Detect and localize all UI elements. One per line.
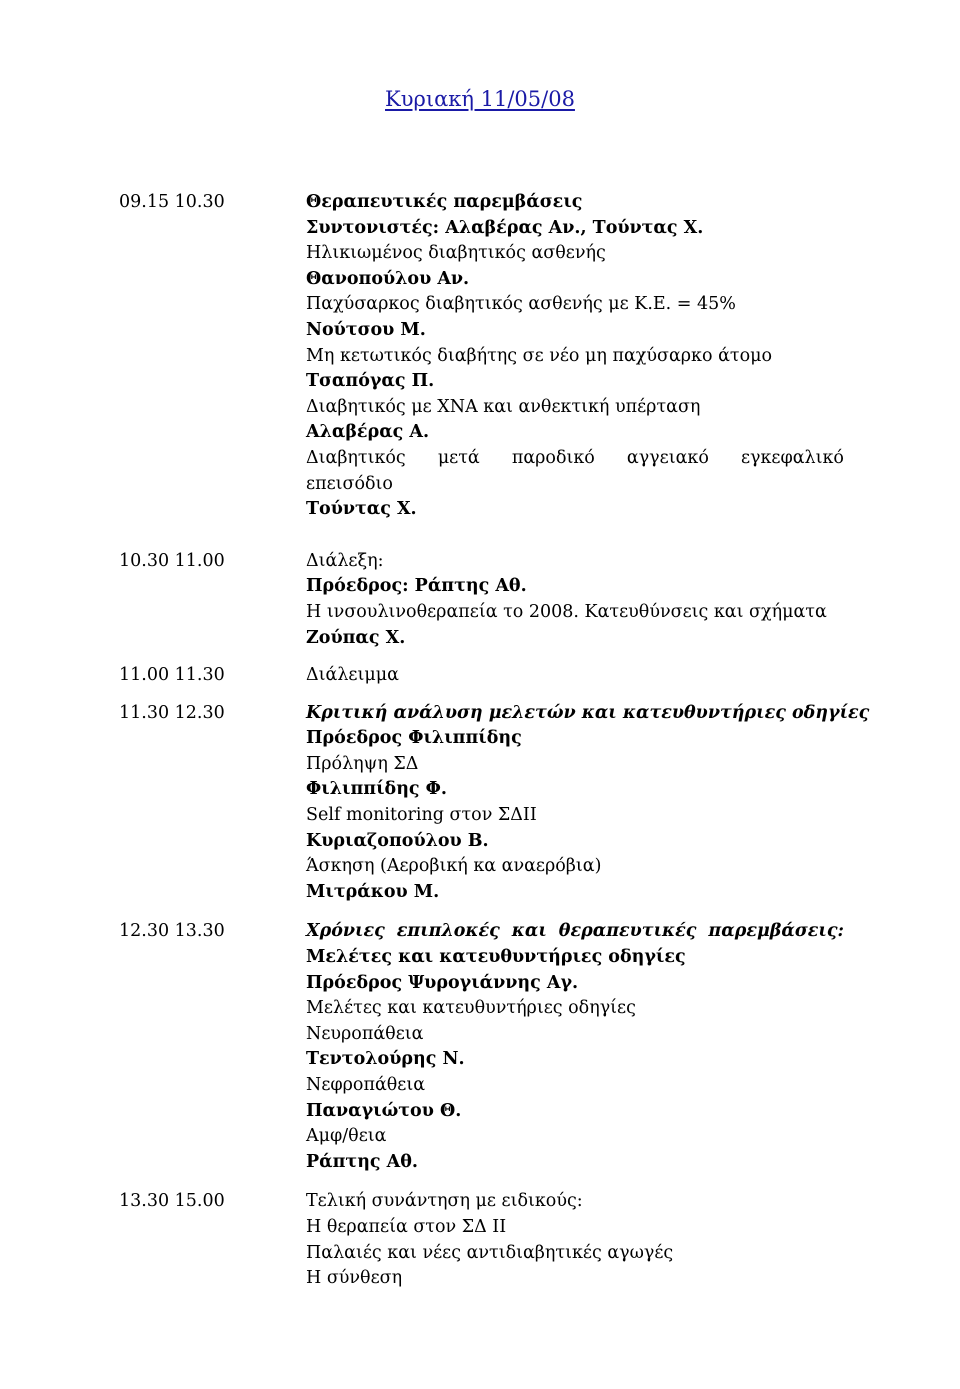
speaker-name: Ζούπας Χ. [306, 627, 406, 648]
session-subtitle: Μελέτες και κατευθυντήριες οδηγίες [306, 947, 686, 968]
page-title: Κυριακή 11/05/08 [385, 87, 575, 111]
talk-title: Διαβητικός με ΧΝΑ και ανθεκτική υπέρταση [306, 396, 701, 417]
speaker-name: Ράπτης Αθ. [306, 1151, 419, 1172]
talk-title-word: Διαβητικός [306, 447, 406, 468]
session-time: 09.15 10.30 [119, 192, 225, 212]
talk-title: Παλαιές και νέες αντιδιαβητικές αγωγές [306, 1242, 674, 1263]
session-final-meeting [0, 1189, 960, 1291]
session-content [306, 1189, 844, 1291]
talk-title: Νεφροπάθεια [306, 1075, 426, 1095]
session-lecture [0, 549, 960, 651]
talk-title-justified [306, 446, 844, 472]
talk-title: Άσκηση (Αεροβική κα αναερόβια) [306, 856, 602, 877]
session-title-word: επιπλοκές [396, 921, 500, 942]
session-content [306, 190, 844, 523]
schedule [0, 190, 960, 1292]
session-content [306, 919, 844, 1175]
session-chair: Πρόεδρος: Ράπτης Αθ. [306, 576, 527, 597]
session-title-word: Χρόνιες [306, 921, 385, 942]
session-title: Διάλειμμα [306, 665, 399, 686]
talk-title: Αμφ/θεια [306, 1126, 387, 1147]
session-chair: Πρόεδρος Ψυρογιάννης Αγ. [306, 972, 579, 993]
session-title-word: παρεμβάσεις: [708, 921, 844, 942]
session-break [0, 663, 960, 689]
session-time: 12.30 13.30 [119, 921, 225, 942]
session-critical-analysis [0, 701, 960, 906]
speaker-name: Αλαβέρας Α. [306, 422, 430, 443]
talk-title: Πρόληψη ΣΔ [306, 753, 419, 774]
session-title-word: και [511, 921, 547, 942]
speaker-name: Νούτσου Μ. [306, 319, 426, 340]
speaker-name: Θανοπούλου Αν. [306, 268, 470, 289]
session-title: Κριτική ανάλυση μελετών και κατευθυντήριες οδηγίες [306, 702, 870, 723]
session-content [306, 663, 844, 689]
speaker-name: Παναγιώτου Θ. [306, 1100, 462, 1121]
talk-title: Παχύσαρκος διαβητικός ασθενής με Κ.Ε. = 45% [306, 294, 736, 315]
talk-title-word: παροδικό [511, 447, 595, 468]
session-therapeutic-interventions [0, 190, 960, 523]
session-time: 13.30 15.00 [119, 1191, 225, 1212]
session-title-justified [306, 919, 844, 945]
speaker-name: Κυριαζοπούλου Β. [306, 830, 489, 851]
talk-title-word: μετά [437, 447, 480, 468]
speaker-name: Τεντολούρης Ν. [306, 1049, 465, 1070]
session-title: Τελική συνάντηση με ειδικούς: [306, 1191, 583, 1212]
speaker-name: Τούντας Χ. [306, 499, 417, 520]
talk-title: Μη κετωτικός διαβήτης σε νέο μη παχύσαρκο άτομο [306, 345, 773, 366]
talk-title: Νευροπάθεια [306, 1023, 424, 1044]
session-time: 10.30 11.00 [119, 550, 225, 571]
session-time: 11.30 12.30 [119, 702, 225, 723]
talk-title: Μελέτες και κατευθυντήριες οδηγίες [306, 998, 636, 1019]
session-title: Θεραπευτικές παρεμβάσεις [306, 192, 583, 212]
talk-title-continued: επεισόδιο [306, 473, 393, 494]
talk-title: Η θεραπεία στον ΣΔ ΙΙ [306, 1216, 507, 1237]
session-time: 11.00 11.30 [119, 665, 225, 686]
session-chair: Πρόεδρος Φιλιππίδης [306, 728, 522, 749]
session-content [306, 701, 870, 906]
talk-title-word: εγκεφαλικό [740, 447, 844, 468]
session-content [306, 549, 844, 651]
talk-title: Η σύνθεση [306, 1268, 403, 1289]
talk-title: Η ινσουλινοθεραπεία το 2008. Κατευθύνσεις και σχήματα [306, 601, 827, 622]
session-complications [0, 919, 960, 1175]
speaker-name: Μιτράκου Μ. [306, 881, 440, 902]
talk-title: Ηλικιωμένος διαβητικός ασθενής [306, 243, 606, 264]
speaker-name: Τσαπόγας Π. [306, 371, 435, 392]
speaker-name: Φιλιππίδης Φ. [306, 779, 448, 800]
session-coordinators: Συντονιστές: Αλαβέρας Αν., Τούντας Χ. [306, 217, 704, 238]
talk-title-word: αγγειακό [626, 447, 709, 468]
session-title-word: θεραπευτικές [558, 921, 697, 942]
talk-title: Self monitoring στον ΣΔΙΙ [306, 805, 537, 826]
session-title: Διάλεξη: [306, 550, 384, 571]
